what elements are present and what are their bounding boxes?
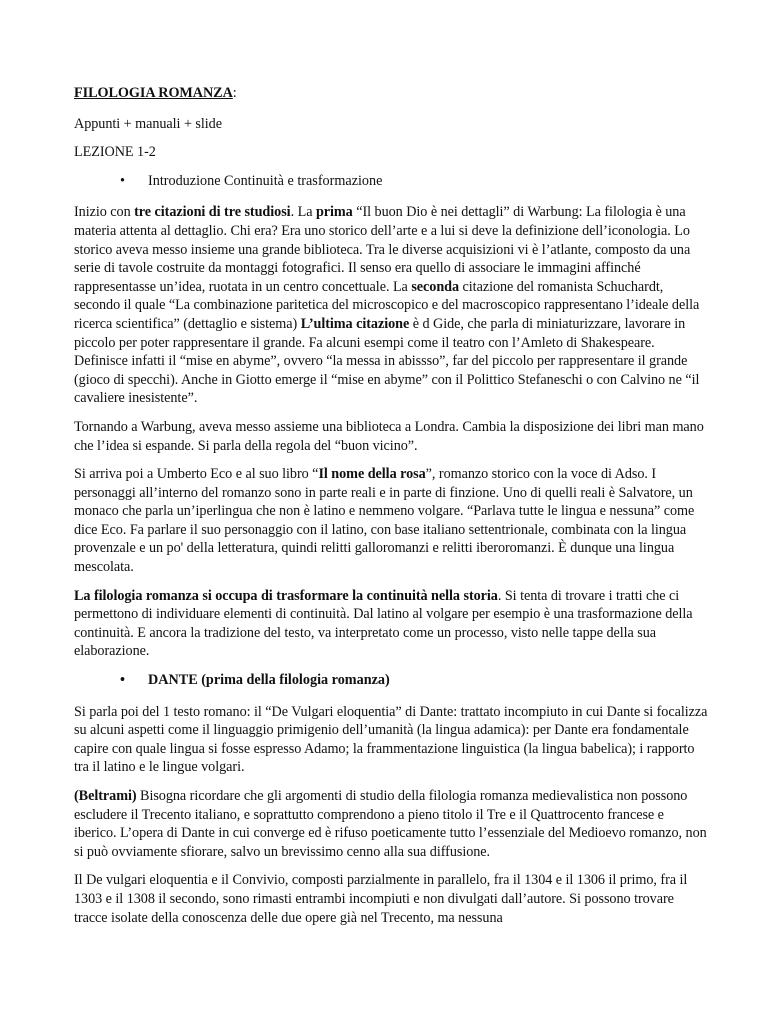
text-run: Si arriva poi a Umberto Eco e al suo libro “ bbox=[74, 466, 319, 483]
text-run: “Il buon Dio è nei dettagli” di Warbung: La filologia è una materia attenta al dettaglio. Chi era? Era uno storico dell’arte e a lui si deve la definizione dell’iconologia. Lo storico aveva messo insieme una grande biblioteca. Tra le diverse acquisizioni vi è l’atlante, composto da una serie di tavole costruite da montaggi fotografici. Il senso era quello di associare le immagini affinché rappresentasse un’idea, ruotata in un centro concettuale. La bbox=[74, 204, 691, 295]
bold-run: (Beltrami) bbox=[74, 788, 137, 804]
text-run: ”, romanzo storico con la voce di Adso. I personaggi all’interno del romanzo sono in parte reali e in parte di finzione. Uno di quelli reali è Salvatore, un monaco che parla un’iperlingua che non è latino e nemmeno volgare. “Parlava tutte le lingua e nessuna” come dice Eco. Fa parlare il suo personaggio con il latino, con base italiano settentrionale, combinata con la lingua provenzale e un po' della letteratura, quindi relitti galloromanzi e relitti iberoromanzi. È dunque una lingua mescolata. bbox=[74, 466, 695, 576]
paragraph-continuity bbox=[74, 587, 708, 661]
bullet-item-intro bbox=[74, 172, 708, 191]
bold-run: L’ultima citazione bbox=[300, 315, 410, 332]
bullet-icon: • bbox=[120, 172, 125, 189]
bold-run: Il nome della rosa bbox=[318, 466, 426, 483]
paragraph-warbung: Tornando a Warbung, aveva messo assieme una biblioteca a Londra. Cambia la disposizione dei libri man mano che l’idea si espande. Si parla della regola del “buon vicino”. bbox=[74, 418, 704, 454]
paragraph-beltrami bbox=[74, 787, 708, 861]
document-title bbox=[74, 84, 708, 103]
lesson-heading: LEZIONE 1-2 bbox=[74, 144, 156, 161]
text-run: Inizio con bbox=[74, 204, 135, 221]
text-run: citazione del romanista Schuchardt, secondo il quale “La combinazione paritetica del microscopico e del macroscopico rappresentano l’ideale della ricerca scientifica” (dettaglio e sistema) bbox=[74, 278, 700, 332]
paragraph-citations bbox=[74, 203, 708, 408]
bold-run: La filologia romanza si occupa di trasformare la continuità nella storia bbox=[74, 587, 498, 604]
text-run: . La bbox=[290, 204, 316, 221]
title-colon: : bbox=[232, 85, 237, 101]
text-run: . Si tenta di trovare i tratti che ci permettono di individuare elementi di continuità. Dal latino al volgare per esempio è una trasformazione della continuità. E ancora la tradizione del testo, va interpretato come un processo, visto nelle tappe della sua elaborazione. bbox=[74, 587, 693, 660]
text-run: è d Gide, che parla di miniaturizzare, lavorare in piccolo per poter rappresentare il grande. Fa alcuni esempi come il teatro con l’Amleto di Shakespeare. Definisce infatti il “mise en abyme”, ovvero “la messa in abissso”, far del piccolo per rappresentare il grande (gioco di specchi). Anche in Giotto emerge il “mise en abyme” con il Polittico Stefaneschi o con Calvino ne “il cavaliere inesistente”. bbox=[74, 315, 700, 407]
bullet-text: DANTE (prima della filologia romanza) bbox=[148, 672, 390, 689]
bullet-text: Introduzione Continuità e trasformazione bbox=[148, 172, 383, 189]
paragraph-vulgari: Si parla poi del 1 testo romano: il “De Vulgari eloquentia” di Dante: trattato incompiuto in cui Dante si focalizza su alcuni aspetti come il linguaggio primigenio dell’umanità (la lingua adamica): per Dante era fondamentale capire con quale lingua si fosse espresso Adamo; la frammentazione linguistica (la lingua babelica); i rapporto tra il latino e le lingue volgari. bbox=[74, 703, 708, 776]
paragraph-eco bbox=[74, 465, 708, 577]
bullet-item-dante bbox=[74, 671, 708, 690]
bold-run: prima bbox=[315, 204, 353, 221]
bold-run: seconda bbox=[411, 278, 460, 295]
paragraph-convivio: Il De vulgari eloquentia e il Convivio, composti parzialmente in parallelo, fra il 1304 e il 1306 il primo, fra il 1303 e il 1308 il secondo, sono rimasti entrambi incompiuti e non divulgati dall’autore. Si possono trovare tracce isolate della conoscenza delle due opere già nel Trecento, ma nessuna bbox=[74, 872, 688, 926]
bullet-icon: • bbox=[120, 672, 125, 689]
bold-run: tre citazioni di tre studiosi bbox=[134, 204, 291, 221]
text-run: Bisogna ricordare che gli argomenti di studio della filologia romanza medievalistica non possono escludere il Trecento italiano, e soprattutto comprendono a pieno titolo il Tre e il Quattrocento francese e iberico. L’opera di Dante in cui converge ed è rifuso poeticamente tutto l’essenziale del Medioevo romanzo, non si può ovviamente sfiorare, salvo un brevissimo cenno alla sua diffusione. bbox=[74, 788, 707, 860]
title-text: FILOLOGIA ROMANZA bbox=[74, 85, 233, 101]
subtitle: Appunti + manuali + slide bbox=[74, 115, 222, 132]
